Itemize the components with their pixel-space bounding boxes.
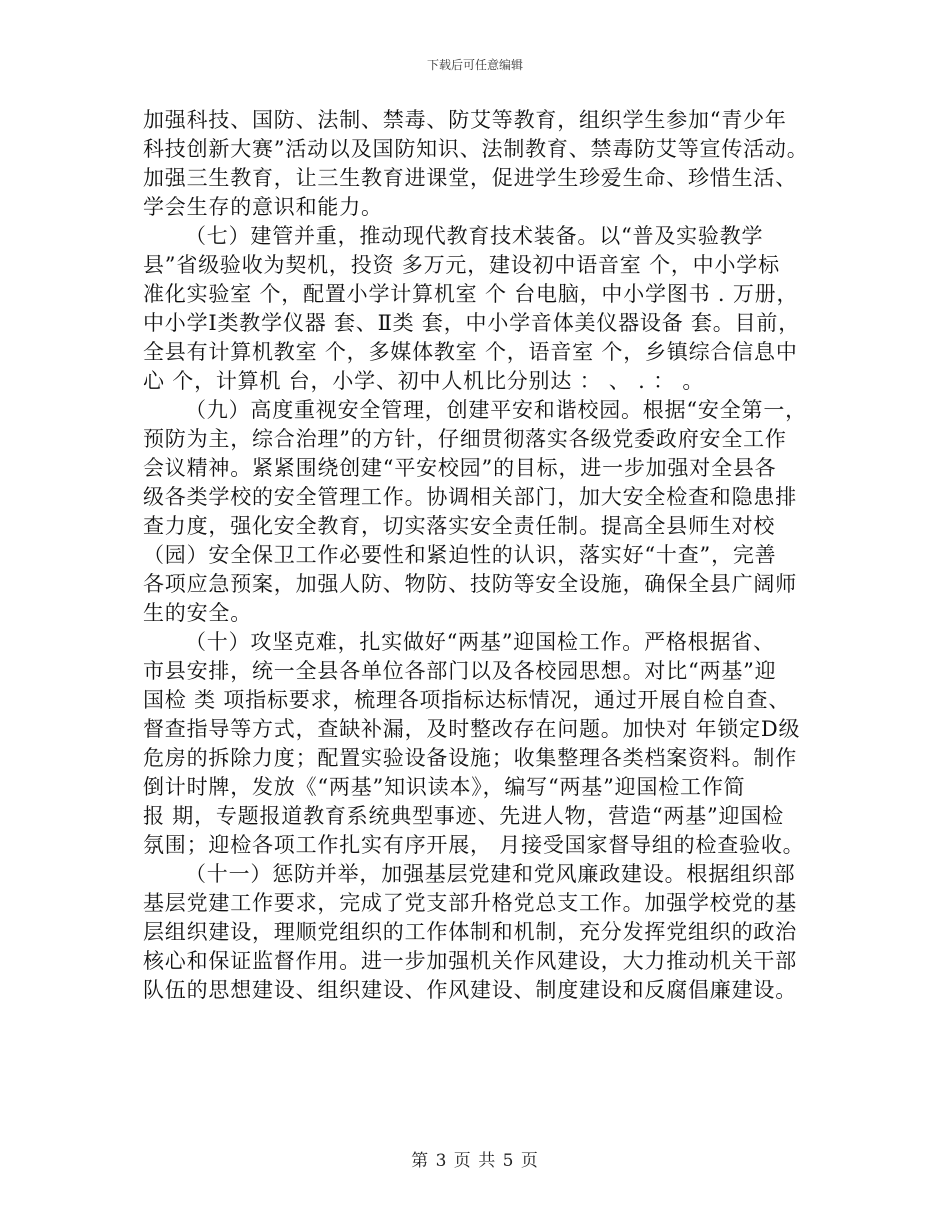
page-footer: 第 3 页 共 5 页 [411,1151,539,1171]
text-line: 危房的拆除力度；配置实验设备设施；收集整理各类档案资料。制作 [143,746,797,770]
text-line: 加强三生教育，让三生教育进课堂，促进学生珍爱生命、珍惜生活、 [143,166,797,190]
text-line: 准化实验室 个，配置小学计算机室 个 台电脑，中小学图书 . 万册， [143,282,799,306]
text-line: 加强科技、国防、法制、禁毒、防艾等教育，组织学生参加“青少年 [143,108,787,132]
text-line: （十一）惩防并举，加强基层党建和党风廉政建设。根据组织部 [185,862,796,886]
text-line: （十）攻坚克难，扎实做好“两基”迎国检工作。严格根据省、 [185,630,775,654]
text-line: 心 个，计算机 台，小学、初中人机比分别达 ： 、 . ： 。 [143,369,705,393]
text-line: 学会生存的意识和能力。 [143,195,383,219]
text-line: 查力度，强化安全教育，切实落实安全责任制。提高全县师生对校 [143,514,776,538]
text-line: 基层党建工作要求，完成了党支部升格党总支工作。加强学校党的基 [143,891,797,915]
text-line: 各项应急预案，加强人防、物防、技防等安全设施，确保全县广阔师 [143,572,797,596]
body-text [143,106,813,1005]
text-line: 预防为主，综合治理”的方针，仔细贯彻落实各级党委政府安全工作 [143,427,787,451]
text-line: 督查指导等方式，查缺补漏，及时整改存在问题。加快对 年锁定D级 [143,717,801,741]
text-line: 层组织建设，理顺党组织的工作体制和机制，充分发挥党组织的政治 [143,920,797,944]
text-line: 生的安全。 [143,601,252,625]
text-line: （七）建管并重，推动现代教育技术装备。以“普及实验教学 [185,224,764,248]
text-line: 核心和保证监督作用。进一步加强机关作风建设，大力推动机关干部 [143,949,797,973]
text-line: 科技创新大赛”活动以及国防知识、法制教育、禁毒防艾等宣传活动。 [143,137,809,161]
text-line: 中小学Ⅰ类教学仪器 套、Ⅱ类 套，中小学音体美仪器设备 套。目前， [143,311,800,335]
text-line: 氛围；迎检各项工作扎实有序开展， 月接受国家督导组的检查验收。 [143,833,805,857]
text-line: 报 期，专题报道教育系统典型事迹、先进人物，营造“两基”迎国检 [143,804,784,828]
text-line: 国检 类 项指标要求，梳理各项指标达标情况，通过开展自检自查、 [143,688,791,712]
text-line: 级各类学校的安全管理工作。协调相关部门，加大安全检查和隐患排 [143,485,797,509]
text-line: 倒计时牌，发放《“两基”知识读本》，编写“两基”迎国检工作简 [143,775,746,799]
text-line: （九）高度重视安全管理，创建平安和谐校园。根据“安全第一， [185,398,807,422]
text-line: （园）安全保卫工作必要性和紧迫性的认识，落实好“十查”，完善 [143,543,777,567]
text-line: 会议精神。紧紧围绕创建“平安校园”的目标，进一步加强对全县各 [143,456,777,480]
text-line: 县”省级验收为契机，投资 多万元，建设初中语音室 个，中小学标 [143,253,780,277]
text-line: 市县安排，统一全县各单位各部门以及各校园思想。对比“两基”迎 [143,659,777,683]
text-line: 全县有计算机教室 个，多媒体教室 个，语音室 个，乡镇综合信息中 [143,340,798,364]
header-note: 下载后可任意编辑 [426,58,523,72]
text-line: 队伍的思想建设、组织建设、作风建设、制度建设和反腐倡廉建设。 [143,978,797,1002]
